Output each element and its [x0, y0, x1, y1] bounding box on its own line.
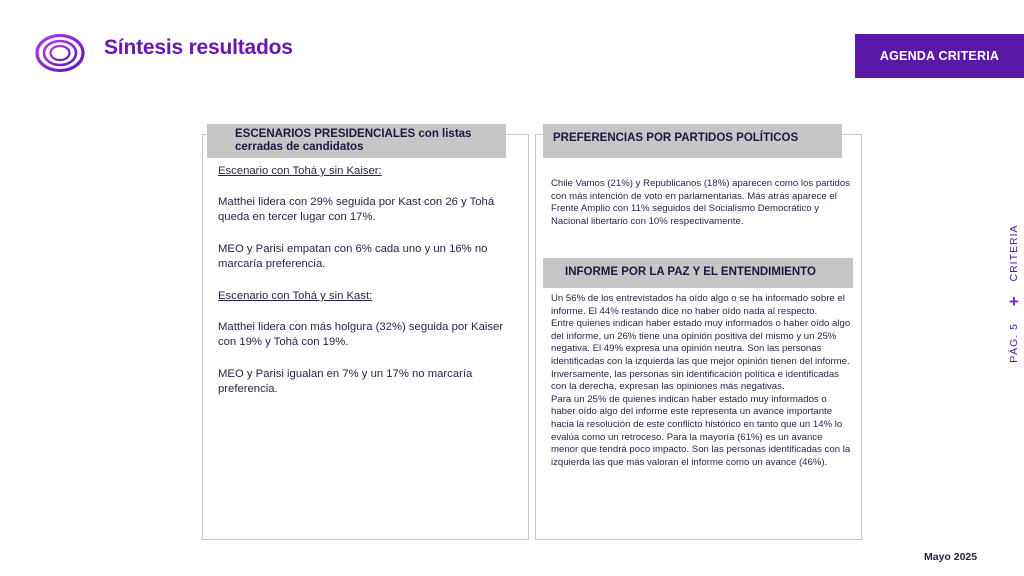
right-panel-header-parties: PREFERENCIAS POR PARTIDOS POLÍTICOS [543, 124, 842, 158]
scenario1-title: Escenario con Tohá y sin Kaiser: [218, 165, 382, 177]
scenario1-paragraph-2: MEO y Parisi empatan con 6% cada uno y un 16% no marcaría preferencia. [218, 243, 488, 270]
side-criteria-label: CRITERIA [1008, 224, 1020, 282]
left-panel-header: ESCENARIOS PRESIDENCIALES con listas cerradas de candidatos [207, 124, 506, 158]
page-title: Síntesis resultados [104, 36, 293, 59]
scenario2-title: Escenario con Tohá y sin Kast: [218, 290, 373, 302]
right-panel-header-report: INFORME POR LA PAZ Y EL ENTENDIMIENTO [543, 258, 853, 288]
scenario2-paragraph-1: Matthei lidera con más holgura (32%) seguida por Kaiser con 19% y Tohá con 19%. [218, 321, 504, 348]
footer-date: Mayo 2025 [924, 551, 978, 563]
concentric-rings-logo-icon [34, 33, 86, 73]
scenario1-paragraph-1: Matthei lidera con 29% seguida por Kast con 26 y Tohá queda en tercer lugar con 17%. [218, 196, 495, 223]
report-content [551, 293, 851, 469]
left-panel-content [218, 164, 510, 414]
report-paragraph-3: Para un 25% de quienes indican haber estado muy informados o haber oído algo del informe este representa un avance importante hacia la resolución de este conflicto histórico en tanto que un 14% lo evalúa como un retroceso. Para la mayoría (61%) es un avance menor que tendrá poco impacto. Son las personas identificadas con la izquierda las que más valoran el informe como un avance (46%). [551, 393, 851, 468]
report-paragraph-1: Un 56% de los entrevistados ha oído algo o se ha informado sobre el informe. El 44% restando dice no haber oído nada al respecto. [551, 293, 845, 317]
report-paragraph-2: Entre quienes indican haber estado muy informados o haber oído algo del informe, un 26% tiene una opinión positiva del mismo y un 25% negativa. El 49% expresa una opinión neutra. Son las personas identificadas con la izquierda las que mejor opinión tienen del informe. Inversamente, las personas sin identificación política e identificadas con la derecha, expresan las opiniones más negativas. [551, 318, 851, 393]
page-number-label: PÁG. 5 [1008, 323, 1020, 363]
parties-paragraph: Chile Vamos (21%) y Republicanos (18%) aparecen como los partidos con más intención de voto en parlamentarias. Más atrás aparece el Frente Amplio con 11% seguidos del Socialismo Democrático y Nacional libertario con 10% respectivamente. [551, 178, 850, 227]
plus-icon: + [1009, 292, 1019, 311]
scenario2-paragraph-2: MEO y Parisi igualan en 7% y un 17% no marcaría preferencia. [218, 368, 473, 395]
agenda-criteria-badge: AGENDA CRITERIA [855, 34, 1024, 78]
side-vertical-label [1004, 225, 1024, 365]
